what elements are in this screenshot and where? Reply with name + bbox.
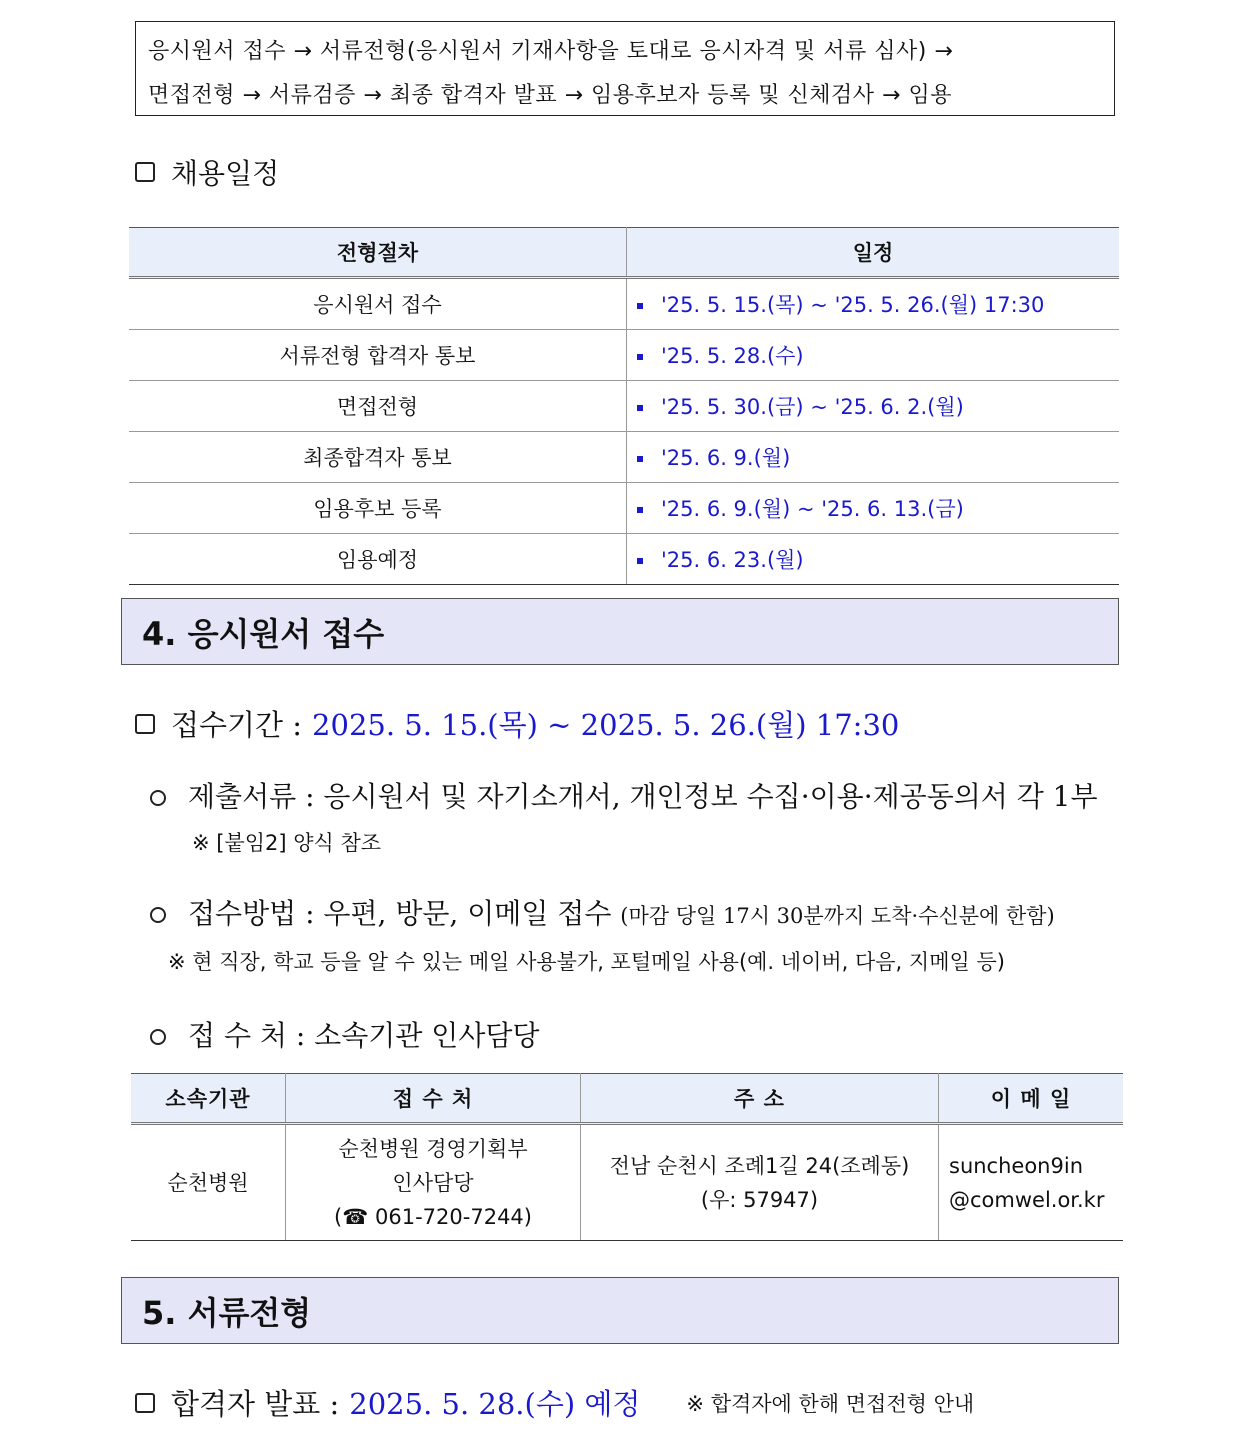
result-note: ※ 합격자에 한해 면접전형 안내 (686, 1391, 975, 1416)
table-row (131, 1124, 1123, 1241)
table-header-row (131, 1074, 1123, 1124)
section-5-banner (121, 1277, 1119, 1344)
header-department: 접 수 처 (286, 1074, 581, 1124)
date-cell (627, 330, 1120, 381)
date-cell (627, 483, 1120, 534)
documents-note: ※ [붙임2] 양식 참조 (192, 831, 382, 855)
table-row (129, 432, 1119, 483)
department-line-1: 순천병원 경영기획부 (338, 1136, 528, 1161)
circle-bullet-icon (150, 1029, 166, 1045)
method-small-text: (마감 당일 17시 30분까지 도착·수신분에 한함) (620, 904, 1055, 928)
date-text: '25. 6. 9.(월) ~ '25. 6. 13.(금) (661, 497, 964, 521)
section-4-title: 4. 응시원서 접수 (142, 614, 385, 653)
application-period (135, 703, 899, 744)
department-cell (286, 1124, 581, 1241)
process-flow-box (135, 21, 1115, 116)
office-table (131, 1073, 1123, 1241)
method-text: 접수방법 : 우편, 방문, 이메일 접수 (188, 897, 612, 930)
result-label: 합격자 발표 : (171, 1387, 340, 1421)
schedule-heading (135, 152, 279, 192)
checkbox-square-icon (135, 714, 155, 734)
table-header-row (129, 228, 1119, 278)
date-text: '25. 6. 23.(월) (661, 548, 804, 572)
square-bullet-icon (637, 405, 643, 411)
result-announcement (135, 1382, 974, 1423)
phone-number: (☎ 061-720-7244) (334, 1204, 532, 1229)
table-row (129, 381, 1119, 432)
address-line-2: (우: 57947) (700, 1187, 819, 1212)
table-row (129, 330, 1119, 381)
circle-bullet-icon (150, 790, 166, 806)
address-cell (581, 1124, 939, 1241)
institution-cell: 순천병원 (131, 1124, 286, 1241)
header-email: 이 메 일 (939, 1074, 1124, 1124)
step-cell: 응시원서 접수 (129, 278, 627, 330)
office-text: 접 수 처 : 소속기관 인사담당 (188, 1019, 540, 1052)
section-5-title: 5. 서류전형 (142, 1293, 312, 1332)
header-address: 주 소 (581, 1074, 939, 1124)
email-cell[interactable] (939, 1124, 1124, 1241)
header-step: 전형절차 (129, 228, 627, 278)
schedule-table (129, 227, 1119, 585)
checkbox-square-icon (135, 1393, 155, 1413)
square-bullet-icon (637, 558, 643, 564)
table-row (129, 278, 1119, 330)
date-text: '25. 5. 15.(목) ~ '25. 5. 26.(월) 17:30 (661, 293, 1045, 317)
table-row (129, 483, 1119, 534)
square-bullet-icon (637, 456, 643, 462)
date-text: '25. 5. 28.(수) (661, 344, 804, 368)
square-bullet-icon (637, 507, 643, 513)
method-note: ※ 현 직장, 학교 등을 알 수 있는 메일 사용불가, 포털메일 사용(예. 네이버, 다음, 지메일 등) (168, 950, 1005, 974)
documents-text: 제출서류 : 응시원서 및 자기소개서, 개인정보 수집·이용·제공동의서 각 1부 (188, 780, 1098, 813)
result-value: 2025. 5. 28.(수) 예정 (349, 1387, 641, 1421)
email-line-1: suncheon9in (949, 1153, 1083, 1178)
step-cell: 임용후보 등록 (129, 483, 627, 534)
date-cell (627, 381, 1120, 432)
step-cell: 면접전형 (129, 381, 627, 432)
step-cell: 서류전형 합격자 통보 (129, 330, 627, 381)
method-item (150, 892, 1055, 932)
office-item (150, 1014, 539, 1054)
step-cell: 임용예정 (129, 534, 627, 585)
period-value: 2025. 5. 15.(목) ~ 2025. 5. 26.(월) 17:30 (312, 708, 900, 742)
header-date: 일정 (627, 228, 1120, 278)
date-cell (627, 534, 1120, 585)
email-line-2: @comwel.or.kr (949, 1187, 1105, 1212)
date-cell (627, 278, 1120, 330)
square-bullet-icon (637, 354, 643, 360)
section-4-banner (121, 598, 1119, 665)
header-institution: 소속기관 (131, 1074, 286, 1124)
circle-bullet-icon (150, 907, 166, 923)
schedule-heading-text: 채용일정 (171, 157, 280, 190)
date-text: '25. 6. 9.(월) (661, 446, 791, 470)
step-cell: 최종합격자 통보 (129, 432, 627, 483)
address-line-1: 전남 순천시 조례1길 24(조례동) (609, 1153, 910, 1178)
date-text: '25. 5. 30.(금) ~ '25. 6. 2.(월) (661, 395, 964, 419)
checkbox-square-icon (135, 162, 155, 182)
documents-item (150, 775, 1098, 815)
period-label: 접수기간 : (171, 708, 303, 742)
process-line-2: 면접전형 → 서류검증 → 최종 합격자 발표 → 임용후보자 등록 및 신체검사 → 임용 (148, 83, 952, 108)
date-cell (627, 432, 1120, 483)
square-bullet-icon (637, 303, 643, 309)
process-line-1: 응시원서 접수 → 서류전형(응시원서 기재사항을 토대로 응시자격 및 서류 심사) → (148, 39, 954, 64)
table-row (129, 534, 1119, 585)
department-line-2: 인사담당 (392, 1170, 474, 1195)
